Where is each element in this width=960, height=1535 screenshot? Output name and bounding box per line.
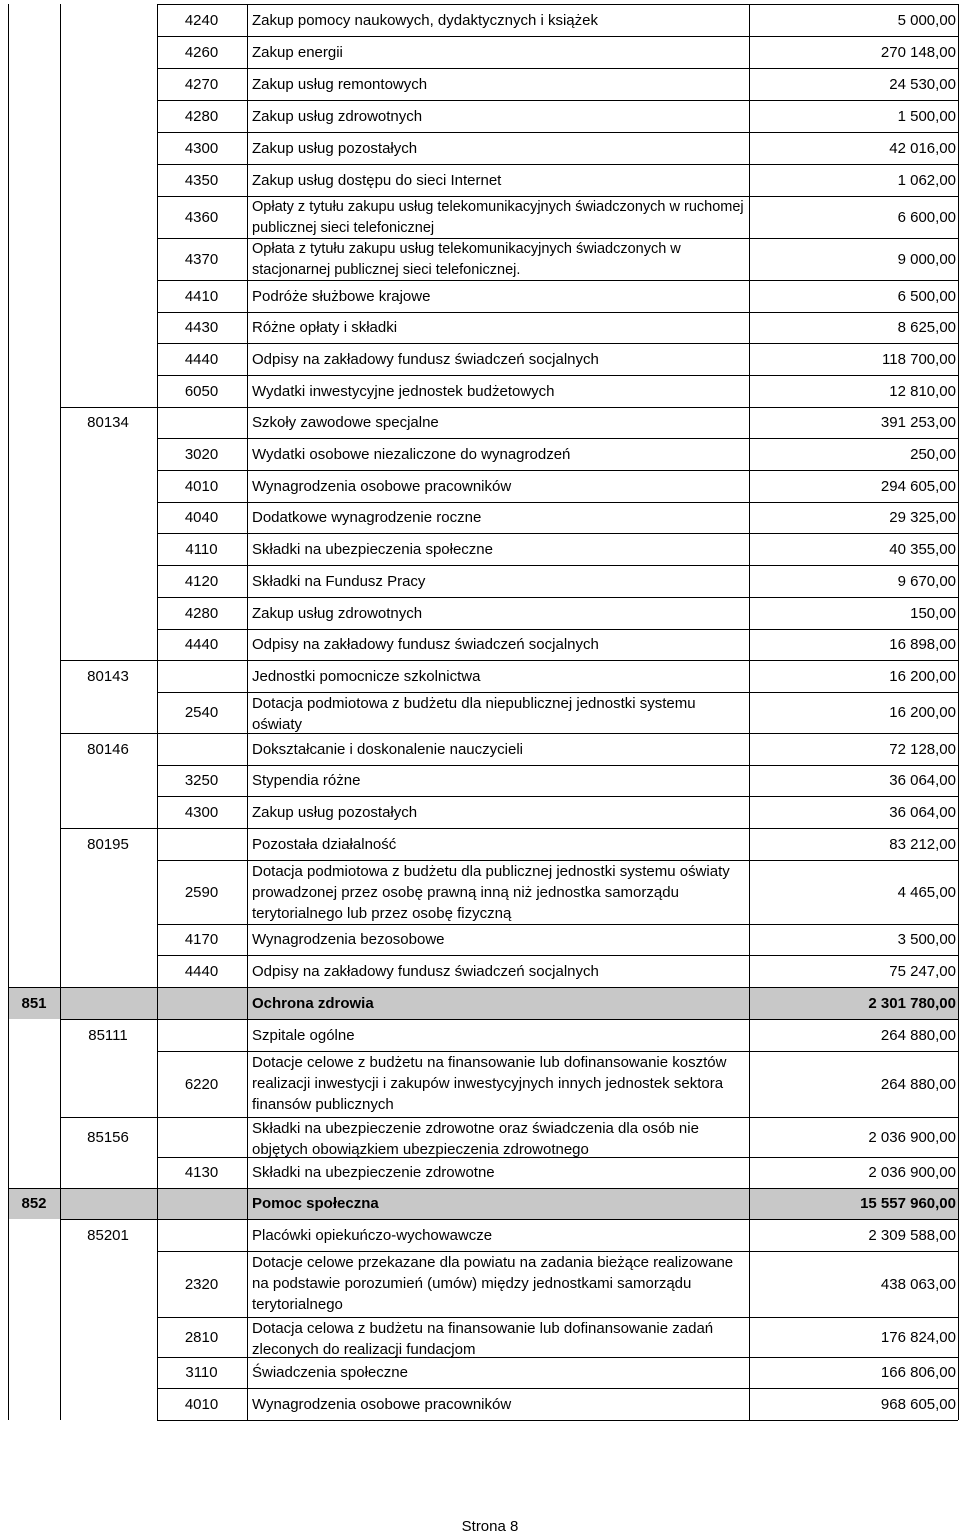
amount-value: 6 500,00	[897, 287, 956, 305]
position-name: Szkoły zawodowe specjalne	[252, 414, 439, 431]
paragraf-code: 3250	[184, 772, 219, 789]
rozdzial-code: 80146	[87, 740, 129, 758]
position-name: Różne opłaty i składki	[252, 319, 398, 336]
paragraf-code: 4170	[184, 931, 219, 948]
position-name: Pomoc społeczna	[252, 1195, 379, 1212]
rozdzial-code: 80143	[87, 667, 129, 685]
amount-value: 42 016,00	[889, 139, 956, 157]
position-name: Zakup usług dostępu do sieci Internet	[252, 171, 502, 189]
paragraf-code: 4360	[184, 208, 219, 226]
amount-value: 9 000,00	[897, 250, 956, 268]
amount-value: 264 880,00	[880, 1026, 956, 1044]
amount-value: 294 605,00	[880, 477, 956, 495]
paragraf-code: 4440	[184, 962, 219, 980]
paragraf-code: 3020	[184, 445, 219, 463]
rozdzial-code: 80195	[87, 835, 129, 853]
amount-value: 36 064,00	[889, 803, 956, 821]
position-name: Dotacje celowe z budżetu na finansowanie lub dofinansowanie kosztów realizacji inwestycji i zakupów inwestycyjnych innych jednostek sektora finansów publicznych	[252, 1054, 727, 1113]
position-name: Dotacje celowe przekazane dla powiatu na zadania bieżące realizowane na podstawie porozumień (umów) między jednostkami samorządu terytorialnego	[252, 1254, 734, 1313]
position-name: Opłaty z tytułu zakupu usług telekomunikacyjnych świadczonych w ruchomej publicznej sieci telefonicznej	[252, 199, 744, 236]
paragraf-code: 4280	[184, 107, 219, 125]
position-name: Dotacja celowa z budżetu na finansowanie lub dofinansowanie zadań zleconych do realizacji fundacjom	[252, 1320, 714, 1358]
paragraf-code: 4350	[184, 171, 219, 189]
paragraf-code: 4040	[184, 509, 219, 526]
amount-value: 2 036 900,00	[868, 1128, 956, 1146]
paragraf-code: 2590	[184, 883, 219, 901]
amount-value: 15 557 960,00	[860, 1195, 956, 1212]
amount-value: 176 824,00	[880, 1328, 956, 1346]
paragraf-code: 4280	[184, 604, 219, 622]
position-name: Zakup usług zdrowotnych	[252, 107, 423, 125]
amount-value: 166 806,00	[880, 1364, 956, 1381]
position-name: Szpitale ogólne	[252, 1026, 355, 1044]
position-name: Pozostała działalność	[252, 835, 397, 853]
amount-value: 29 325,00	[889, 509, 956, 526]
column-border	[247, 4, 248, 1420]
position-name: Dodatkowe wynagrodzenie roczne	[252, 509, 482, 526]
amount-value: 270 148,00	[880, 43, 956, 61]
table-bottom-border	[157, 1420, 958, 1421]
column-border	[8, 4, 9, 1420]
amount-value: 83 212,00	[889, 835, 956, 853]
amount-value: 16 200,00	[889, 667, 956, 685]
column-border	[60, 4, 61, 1420]
paragraf-code: 4410	[184, 287, 219, 305]
amount-value: 3 500,00	[897, 931, 956, 948]
amount-value: 5 000,00	[897, 11, 956, 29]
position-name: Zakup usług remontowych	[252, 75, 428, 93]
position-name: Zakup usług pozostałych	[252, 139, 418, 157]
amount-value: 118 700,00	[882, 350, 956, 368]
paragraf-code: 4110	[185, 540, 218, 558]
paragraf-code: 4430	[184, 319, 219, 336]
position-name: Odpisy na zakładowy fundusz świadczeń socjalnych	[252, 350, 599, 368]
paragraf-code: 4300	[184, 139, 219, 157]
rozdzial-code: 85156	[87, 1128, 129, 1146]
column-border	[749, 4, 750, 1420]
position-name: Wynagrodzenia osobowe pracowników	[252, 1395, 512, 1413]
paragraf-code: 4010	[184, 1395, 219, 1413]
position-name: Stypendia różne	[252, 772, 361, 789]
amount-value: 9 670,00	[897, 572, 956, 590]
position-name: Wydatki inwestycyjne jednostek budżetowych	[252, 382, 555, 400]
amount-value: 2 301 780,00	[868, 994, 956, 1012]
paragraf-code: 2320	[184, 1275, 219, 1293]
paragraf-code: 4240	[184, 11, 219, 29]
position-name: Jednostki pomocnicze szkolnictwa	[252, 667, 481, 685]
paragraf-code: 2810	[184, 1328, 219, 1346]
position-name: Świadczenia społeczne	[252, 1364, 408, 1381]
position-name: Odpisy na zakładowy fundusz świadczeń socjalnych	[252, 636, 599, 653]
paragraf-code: 4130	[184, 1164, 219, 1181]
paragraf-code: 4300	[184, 803, 219, 821]
position-name: Składki na Fundusz Pracy	[252, 572, 426, 590]
position-name: Składki na ubezpieczenie zdrowotne oraz świadczenia dla osób nie objętych obowiązkiem ubezpieczenia zdrowotnego	[252, 1120, 699, 1158]
amount-value: 2 309 588,00	[868, 1226, 956, 1244]
paragraf-code: 4270	[184, 75, 219, 93]
paragraf-code: 4120	[184, 572, 219, 590]
position-name: Ochrona zdrowia	[252, 994, 374, 1012]
amount-value: 75 247,00	[889, 962, 956, 980]
position-name: Placówki opiekuńczo-wychowawcze	[252, 1226, 493, 1244]
amount-value: 968 605,00	[880, 1395, 956, 1413]
position-name: Wynagrodzenia osobowe pracowników	[252, 477, 512, 495]
position-name: Wynagrodzenia bezosobowe	[252, 931, 445, 948]
position-name: Odpisy na zakładowy fundusz świadczeń socjalnych	[252, 962, 599, 980]
column-border	[958, 4, 959, 1420]
amount-value: 438 063,00	[880, 1275, 956, 1293]
amount-value: 24 530,00	[889, 75, 956, 93]
amount-value: 2 036 900,00	[868, 1164, 956, 1181]
paragraf-code: 6050	[184, 382, 219, 400]
amount-value: 4 465,00	[897, 883, 956, 901]
paragraf-code: 4010	[184, 477, 219, 495]
position-name: Dokształcanie i doskonalenie nauczycieli	[252, 740, 523, 758]
position-name: Dotacja podmiotowa z budżetu dla niepublicznej jednostki systemu oświaty	[252, 695, 696, 733]
position-name: Dotacja podmiotowa z budżetu dla publicznej jednostki systemu oświaty prowadzonej przez osobę prawną inną niż jednostka samorządu terytorialnego lub przez osobę fizyczną	[252, 863, 730, 922]
dzial-code: 852	[21, 1195, 47, 1212]
rozdzial-code: 85201	[87, 1226, 129, 1244]
position-name: Składki na ubezpieczenia społeczne	[252, 540, 493, 558]
amount-value: 40 355,00	[889, 540, 956, 558]
amount-value: 264 880,00	[880, 1075, 956, 1093]
paragraf-code: 4440	[184, 350, 219, 368]
amount-value: 1 062,00	[897, 171, 956, 189]
amount-value: 250,00	[910, 445, 956, 463]
amount-value: 6 600,00	[897, 208, 956, 226]
amount-value: 16 898,00	[889, 636, 956, 653]
position-name: Podróże służbowe krajowe	[252, 287, 431, 305]
paragraf-code: 4370	[184, 250, 219, 268]
amount-value: 150,00	[910, 604, 956, 622]
amount-value: 16 200,00	[889, 704, 956, 721]
paragraf-code: 4260	[184, 43, 219, 61]
position-name: Opłata z tytułu zakupu usług telekomunikacyjnych świadczonych w stacjonarnej publicznej sieci telefonicznej.	[252, 241, 681, 278]
position-name: Wydatki osobowe niezaliczone do wynagrodzeń	[252, 445, 571, 463]
amount-value: 1 500,00	[897, 107, 956, 125]
position-name: Zakup usług pozostałych	[252, 803, 418, 821]
column-border	[157, 4, 158, 1420]
paragraf-code: 6220	[184, 1075, 219, 1093]
amount-value: 72 128,00	[889, 740, 956, 758]
rozdzial-code: 85111	[88, 1026, 128, 1044]
paragraf-code: 3110	[185, 1364, 218, 1381]
position-name: Zakup energii	[252, 43, 343, 61]
position-name: Zakup pomocy naukowych, dydaktycznych i książek	[252, 11, 598, 29]
position-name: Składki na ubezpieczenie zdrowotne	[252, 1164, 495, 1181]
paragraf-code: 2540	[184, 704, 219, 721]
dzial-code: 851	[21, 994, 47, 1012]
amount-value: 391 253,00	[880, 414, 956, 431]
amount-value: 12 810,00	[889, 382, 956, 400]
amount-value: 8 625,00	[897, 319, 956, 336]
amount-value: 36 064,00	[889, 772, 956, 789]
position-name: Zakup usług zdrowotnych	[252, 604, 423, 622]
paragraf-code: 4440	[184, 636, 219, 653]
page-number: Strona 8	[461, 1518, 519, 1535]
rozdzial-code: 80134	[87, 414, 129, 431]
